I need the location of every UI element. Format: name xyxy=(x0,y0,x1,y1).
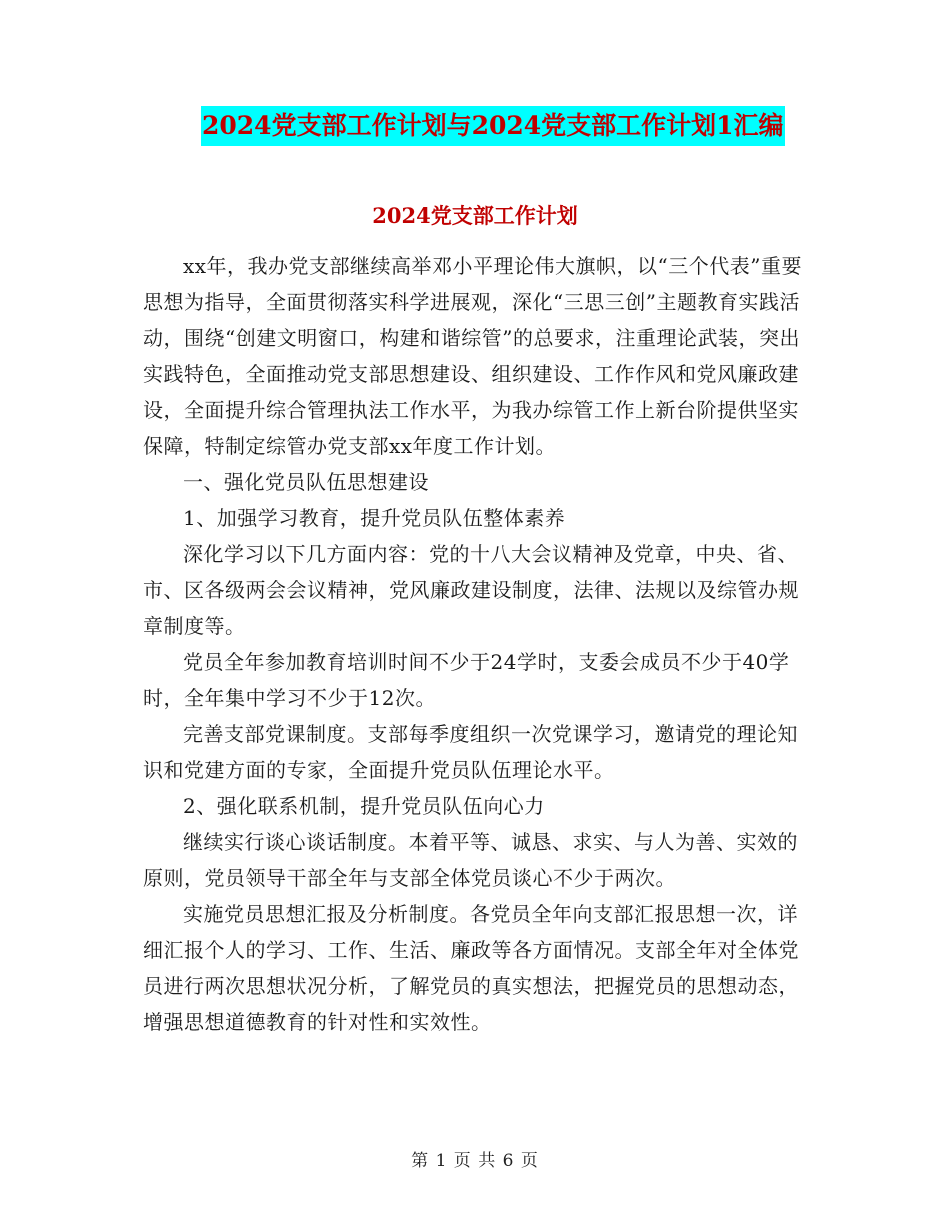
paragraph-training-hours: 党员全年参加教育培训时间不少于24学时，支委会成员不少于40学时，全年集中学习不少于12次。 xyxy=(143,650,790,710)
subheading-contact-mechanism: 2、强化联系机制，提升党员队伍向心力 xyxy=(183,794,545,818)
page-footer: 第 1 页 共 6 页 xyxy=(411,1151,539,1171)
paragraph-party-lecture: 完善支部党课制度。支部每季度组织一次党课学习，邀请党的理论知识和党建方面的专家，全面提升党员队伍理论水平。 xyxy=(143,722,798,782)
document-body xyxy=(143,248,809,1040)
heading-section-one: 一、强化党员队伍思想建设 xyxy=(183,470,429,494)
subheading-study-education: 1、加强学习教育，提升党员队伍整体素养 xyxy=(183,506,566,530)
section-title: 2024党支部工作计划 xyxy=(372,203,578,228)
paragraph-study-content: 深化学习以下几方面内容：党的十八大会议精神及党章，中央、省、市、区各级两会会议精神，党风廉政建设制度，法律、法规以及综管办规章制度等。 xyxy=(143,542,799,638)
paragraph-thought-report: 实施党员思想汇报及分析制度。各党员全年向支部汇报思想一次，详细汇报个人的学习、工作、生活、廉政等各方面情况。支部全年对全体党员进行两次思想状况分析，了解党员的真实想法，把握党员的思想动态，增强思想道德教育的针对性和实效性。 xyxy=(143,902,799,1034)
document-title: 2024党支部工作计划与2024党支部工作计划1汇编 xyxy=(201,106,785,146)
paragraph-heart-talk: 继续实行谈心谈话制度。本着平等、诚恳、求实、与人为善、实效的原则，党员领导干部全年与支部全体党员谈心不少于两次。 xyxy=(143,830,798,890)
paragraph-intro: xx年，我办党支部继续高举邓小平理论伟大旗帜，以“三个代表”重要思想为指导，全面贯彻落实科学进展观，深化“三思三创”主题教育实践活动，围绕“创建文明窗口，构建和谐综管”的总要求，注重理论武装，突出实践特色，全面推动党支部思想建设、组织建设、工作作风和党风廉政建设，全面提升综合管理执法工作水平，为我办综管工作上新台阶提供坚实保障，特制定综管办党支部xx年度工作计划。 xyxy=(143,254,803,458)
